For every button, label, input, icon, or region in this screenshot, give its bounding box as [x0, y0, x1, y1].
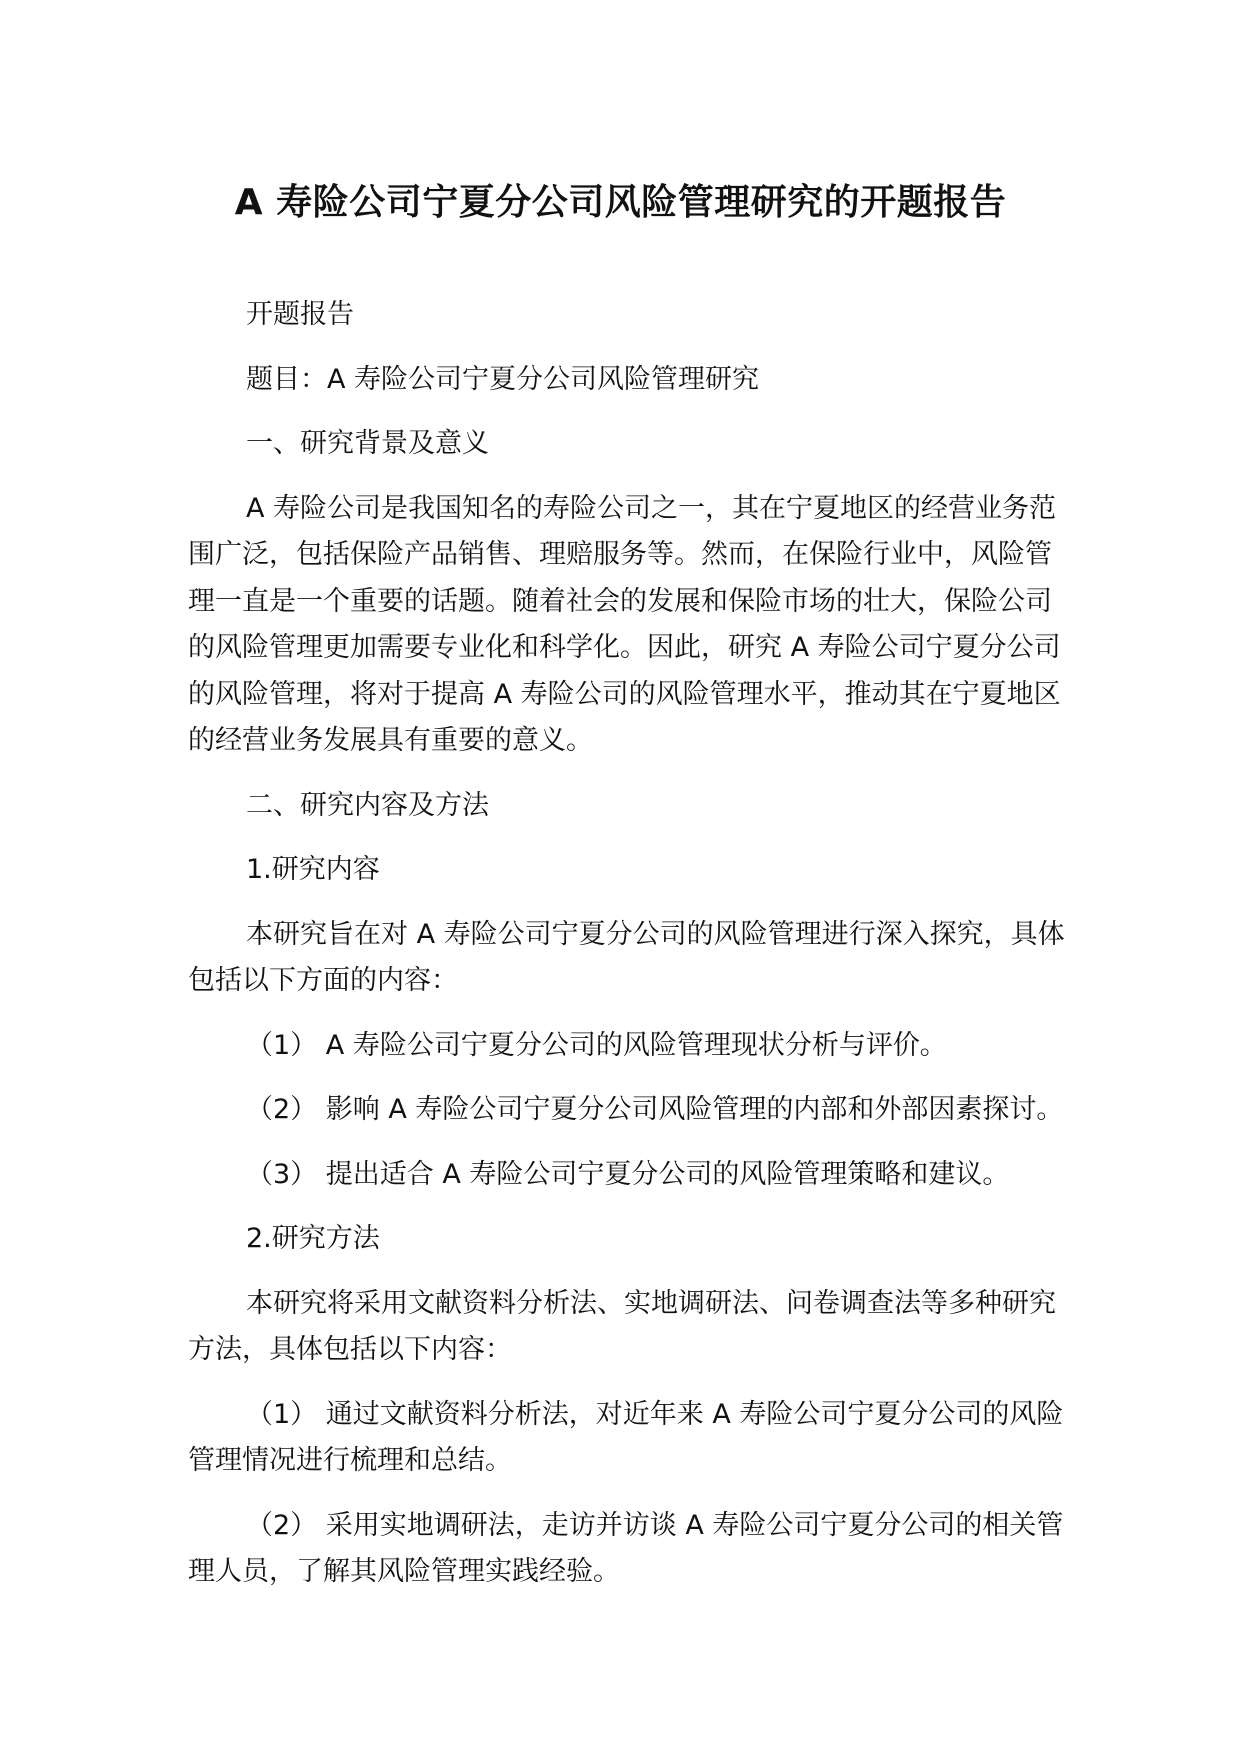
paragraph-topic: 题目：A 寿险公司宁夏分公司风险管理研究 [246, 363, 760, 395]
paragraph-research-method: 本研究将采用文献资料分析法、实地调研法、问卷调查法等多种研究方法，具体包括以下内容： [188, 1287, 1056, 1365]
heading-content-method: 二、研究内容及方法 [246, 789, 489, 821]
list-item-content-2: （2） 影响 A 寿险公司宁夏分公司风险管理的内部和外部因素探讨。 [246, 1094, 1064, 1125]
paragraph-report-label: 开题报告 [246, 299, 354, 330]
paragraph-background: A 寿险公司是我国知名的寿险公司之一，其在宁夏地区的经营业务范围广泛，包括保险产品销售、理赔服务等。然而，在保险行业中，风险管理一直是一个重要的话题。随着社会的发展和保险市场的壮大，保险公司的风险管理更加需要专业化和科学化。因此，研究 A 寿险公司宁夏分公司的风险管理，将对于提高 A 寿险公司的风险管理水平，推动其在宁夏地区的经营业务发展具有重要的意义。 [188, 492, 1061, 756]
heading-research-content: 1.研究内容 [246, 854, 380, 885]
heading-research-method: 2.研究方法 [246, 1223, 380, 1254]
list-item-content-1: （1） A 寿险公司宁夏分公司的风险管理现状分析与评价。 [246, 1029, 947, 1061]
document-body [188, 292, 1068, 1614]
list-item-content-3: （3） 提出适合 A 寿险公司宁夏分公司的风险管理策略和建议。 [246, 1158, 1010, 1190]
list-item-method-2: （2） 采用实地调研法，走访并访谈 A 寿险公司宁夏分公司的相关管理人员，了解其风险管理实践经验。 [188, 1509, 1064, 1587]
list-item-method-1: （1） 通过文献资料分析法，对近年来 A 寿险公司宁夏分公司的风险管理情况进行梳理和总结。 [188, 1398, 1064, 1476]
heading-background: 一、研究背景及意义 [246, 428, 489, 459]
document-title: A 寿险公司宁夏分公司风险管理研究的开题报告 [234, 182, 1007, 223]
paragraph-research-content: 本研究旨在对 A 寿险公司宁夏分公司的风险管理进行深入探究，具体包括以下方面的内容： [188, 918, 1065, 996]
